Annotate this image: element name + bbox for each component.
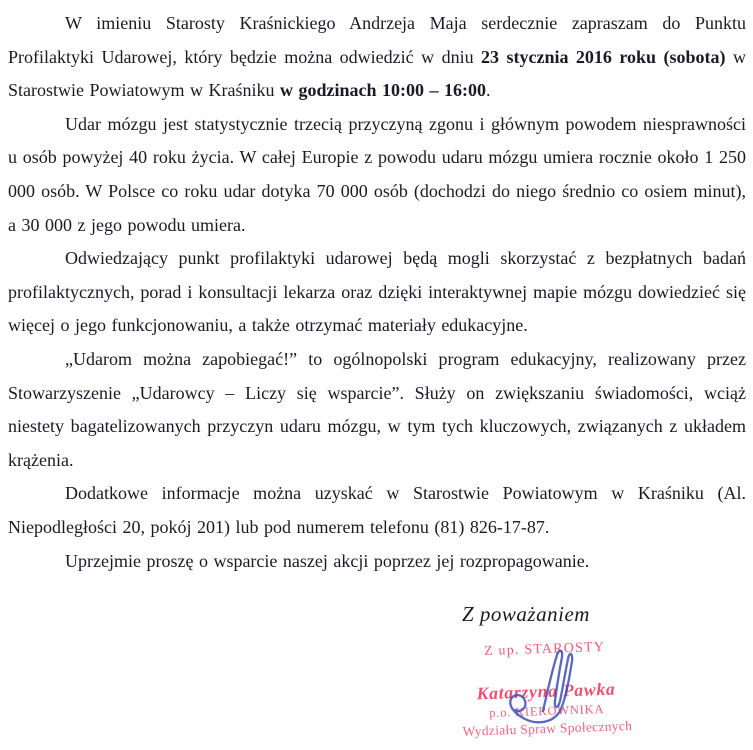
text-segment: „Udarom można zapobiegać!” to ogólnopolski program edukacyjny, realizowany przez Stowarzyszenie „Udarowcy – Liczy się wsparcie”. Służy on zwiększaniu świadomości, wciąż niestety bagatelizowanych przyczyn udaru mózgu, w tym tych kluczowych, związanych z układem krążenia.: [8, 348, 746, 470]
paragraph-stroke-statistics: [8, 108, 746, 242]
text-segment: Uprzejmie proszę o wsparcie naszej akcji poprzez jej rozpropagowanie.: [65, 550, 590, 571]
text-segment: .: [485, 80, 491, 101]
paragraph-request-support: [8, 545, 746, 579]
paragraph-contact-info: [8, 477, 746, 544]
paragraph-program-description: [8, 343, 746, 477]
text-segment: W imieniu Starosty Kraśnickiego Andrzeja Maja serdecznie zapraszam do Punktu Profilaktyki Udarowej, który będzie można odwiedzić w dniu: [8, 13, 746, 67]
stamp-signer-title: p.o. KIEROWNIKA: [488, 702, 605, 721]
text-segment: w Starostwie Powiatowym w Kraśniku: [8, 46, 746, 101]
letter-body: [8, 7, 746, 578]
text-segment: Odwiedzający punkt profilaktyki udarowej będą mogli skorzystać z bezpłatnych badań profilaktycznych, porad i konsultacji lekarza oraz dzięki interaktywnej mapie mózgu dowiedzieć się więcej o jego funkcjonowaniu, a także otrzymać materiały edukacyjne.: [8, 248, 746, 336]
stamp-department: Wydziału Spraw Społecznych: [462, 718, 633, 740]
text-segment-bold-date: 23 stycznia 2016 roku (sobota): [481, 46, 726, 67]
closing-area: [8, 578, 746, 750]
paragraph-invitation: [8, 7, 746, 108]
text-segment: Udar mózgu jest statystycznie trzecią przyczyną zgonu i głównym powodem niesprawności u osób powyżej 40 roku życia. W całej Europie z powodu udaru mózgu umiera rocznie około 1 250 000 osób. W Polsce co roku udar dotyka 70 000 osób (dochodzi do niego średnio co osiem minut), a 30 000 z jego powodu umiera.: [8, 113, 746, 235]
paragraph-visitor-benefits: [8, 242, 746, 343]
valediction: Z poważaniem: [462, 602, 590, 627]
text-segment-bold-hours: w godzinach 10:00 – 16:00: [279, 80, 486, 101]
text-segment: Dodatkowe informacje można uzyskać w Starostwie Powiatowym w Kraśniku (Al. Niepodległości 20, pokój 201) lub pod numerem telefonu (81) 826-17-87.: [8, 483, 746, 537]
stamp-authorization: Z up. STAROSTY: [483, 640, 606, 660]
handwritten-signature: [495, 648, 605, 730]
stamp-signer-name: Katarzyna Pawka: [476, 678, 616, 704]
signature-scribble-icon: [495, 648, 605, 730]
